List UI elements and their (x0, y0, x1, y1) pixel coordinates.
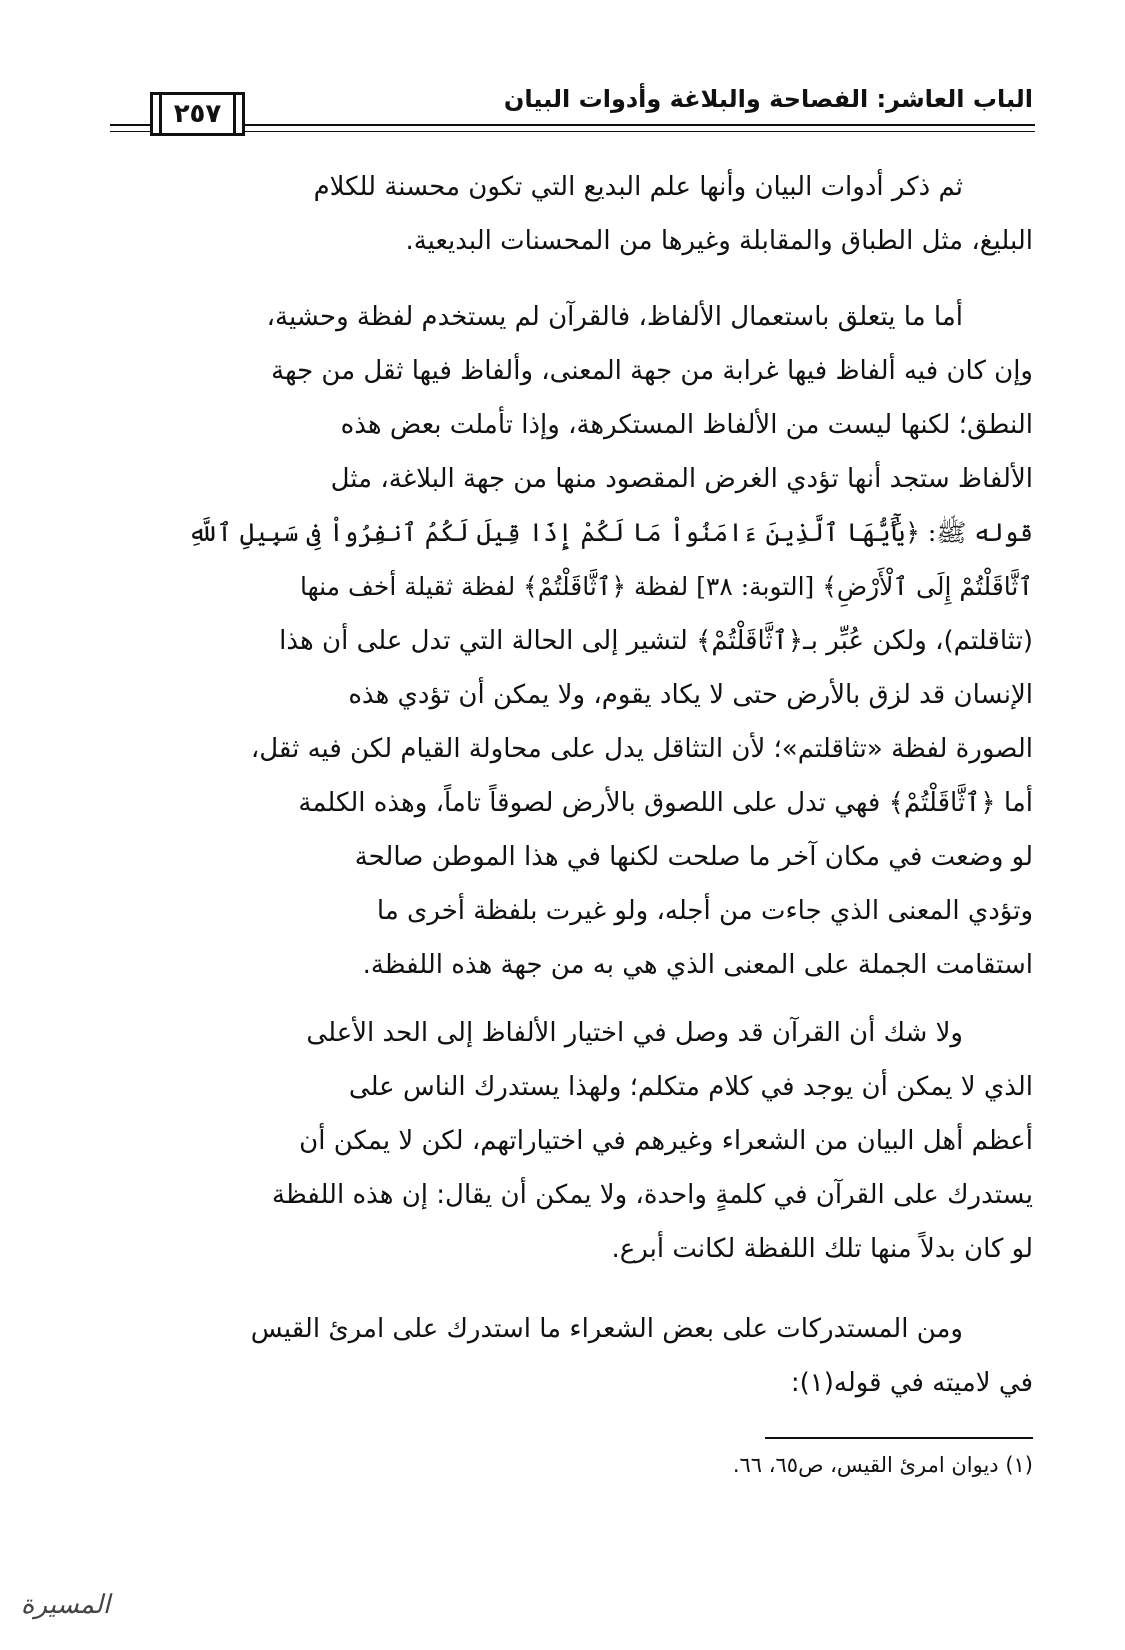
text-line: الألفاظ ستجد أنها تؤدي الغرض المقصود منها من جهة البلاغة، مثل (330, 464, 1033, 494)
text-line: ومن المستدركات على بعض الشعراء ما استدرك على امرئ القيس (250, 1314, 963, 1344)
paragraph-1 (88, 160, 1033, 268)
text-line: الإنسان قد لزق بالأرض حتى لا يكاد يقوم، ولا يمكن أن تؤدي هذه (348, 680, 1033, 710)
text-line: النطق؛ لكنها ليست من الألفاظ المستكرهة، وإذا تأملت بعض هذه (340, 410, 1033, 440)
text-line: لو كان بدلاً منها تلك اللفظة لكانت أبرع. (611, 1234, 1033, 1264)
text-line: وتؤدي المعنى الذي جاءت من أجله، ولو غيرت بلفظة أخرى ما (376, 896, 1033, 926)
footnote: (١) ديوان امرئ القيس، ص٦٥، ٦٦. (732, 1453, 1033, 1477)
text-line: وإن كان فيه ألفاظ فيها غرابة من جهة المعنى، وألفاظ فيها ثقل من جهة (271, 356, 1033, 386)
text-line: أعظم أهل البيان من الشعراء وغيرهم في اختياراتهم، لكن لا يمكن أن (299, 1126, 1033, 1156)
text-line: ولا شك أن القرآن قد وصل في اختيار الألفاظ إلى الحد الأعلى (306, 1018, 963, 1048)
page-number-box (150, 92, 245, 136)
quran-verse-line: قوله ﷺ: ﴿يَٰٓأَيُّهَا ٱلَّذِينَ ءَامَنُواْ مَا لَكُمْ إِذَا قِيلَ لَكُمُ ٱنفِرُواْ فِى سَبِيلِ ٱللَّهِ (187, 518, 1033, 547)
footnote-rule (765, 1437, 1033, 1439)
text-line: (تثاقلتم)، ولكن عُبِّر بـ﴿ٱثَّاقَلْتُمْ﴾ لتشير إلى الحالة التي تدل على أن هذا (279, 626, 1033, 656)
header-rule-thin (110, 131, 1035, 132)
header-rule (110, 124, 1035, 126)
paragraph-2 (88, 290, 1033, 992)
text-line: الصورة لفظة «تثاقلتم»؛ لأن التثاقل يدل على محاولة القيام لكن فيه ثقل، (250, 734, 1033, 764)
text-line: في لاميته في قوله(١): (790, 1368, 1033, 1398)
text-line: البليغ، مثل الطباق والمقابلة وغيرها من المحسنات البديعية. (405, 226, 1033, 256)
text-line: أما ﴿ٱثَّاقَلْتُمْ﴾ فهي تدل على اللصوق بالأرض لصوقاً تاماً، وهذه الكلمة (298, 788, 1033, 818)
text-line: استقامت الجملة على المعنى الذي هي به من جهة هذه اللفظة. (362, 950, 1033, 980)
paragraph-4 (88, 1302, 1033, 1410)
text-line: يستدرك على القرآن في كلمةٍ واحدة، ولا يمكن أن يقال: إن هذه اللفظة (272, 1180, 1033, 1210)
text-line: لو وضعت في مكان آخر ما صلحت لكنها في هذا الموطن صالحة (354, 842, 1033, 872)
running-title: الباب العاشر: الفصاحة والبلاغة وأدوات البيان (503, 85, 1033, 113)
publisher-watermark-logo (8, 1582, 123, 1638)
quran-verse-line: ٱثَّاقَلْتُمْ إِلَى ٱلْأَرْضِ﴾ [التوبة: ٣٨] لفظة ﴿ٱثَّاقَلْتُمْ﴾ لفظة ثقيلة أخف منها (300, 572, 1033, 601)
text-line: أما ما يتعلق باستعمال الألفاظ، فالقرآن لم يستخدم لفظة وحشية، (266, 302, 963, 332)
text-line: الذي لا يمكن أن يوجد في كلام متكلم؛ ولهذا يستدرك الناس على (348, 1072, 1033, 1102)
page-number: ٢٥٧ (173, 99, 222, 129)
paragraph-3 (88, 1006, 1033, 1276)
text-line: ثم ذكر أدوات البيان وأنها علم البديع التي تكون محسنة للكلام (313, 172, 963, 202)
watermark-text: المسيرة (20, 1590, 111, 1620)
